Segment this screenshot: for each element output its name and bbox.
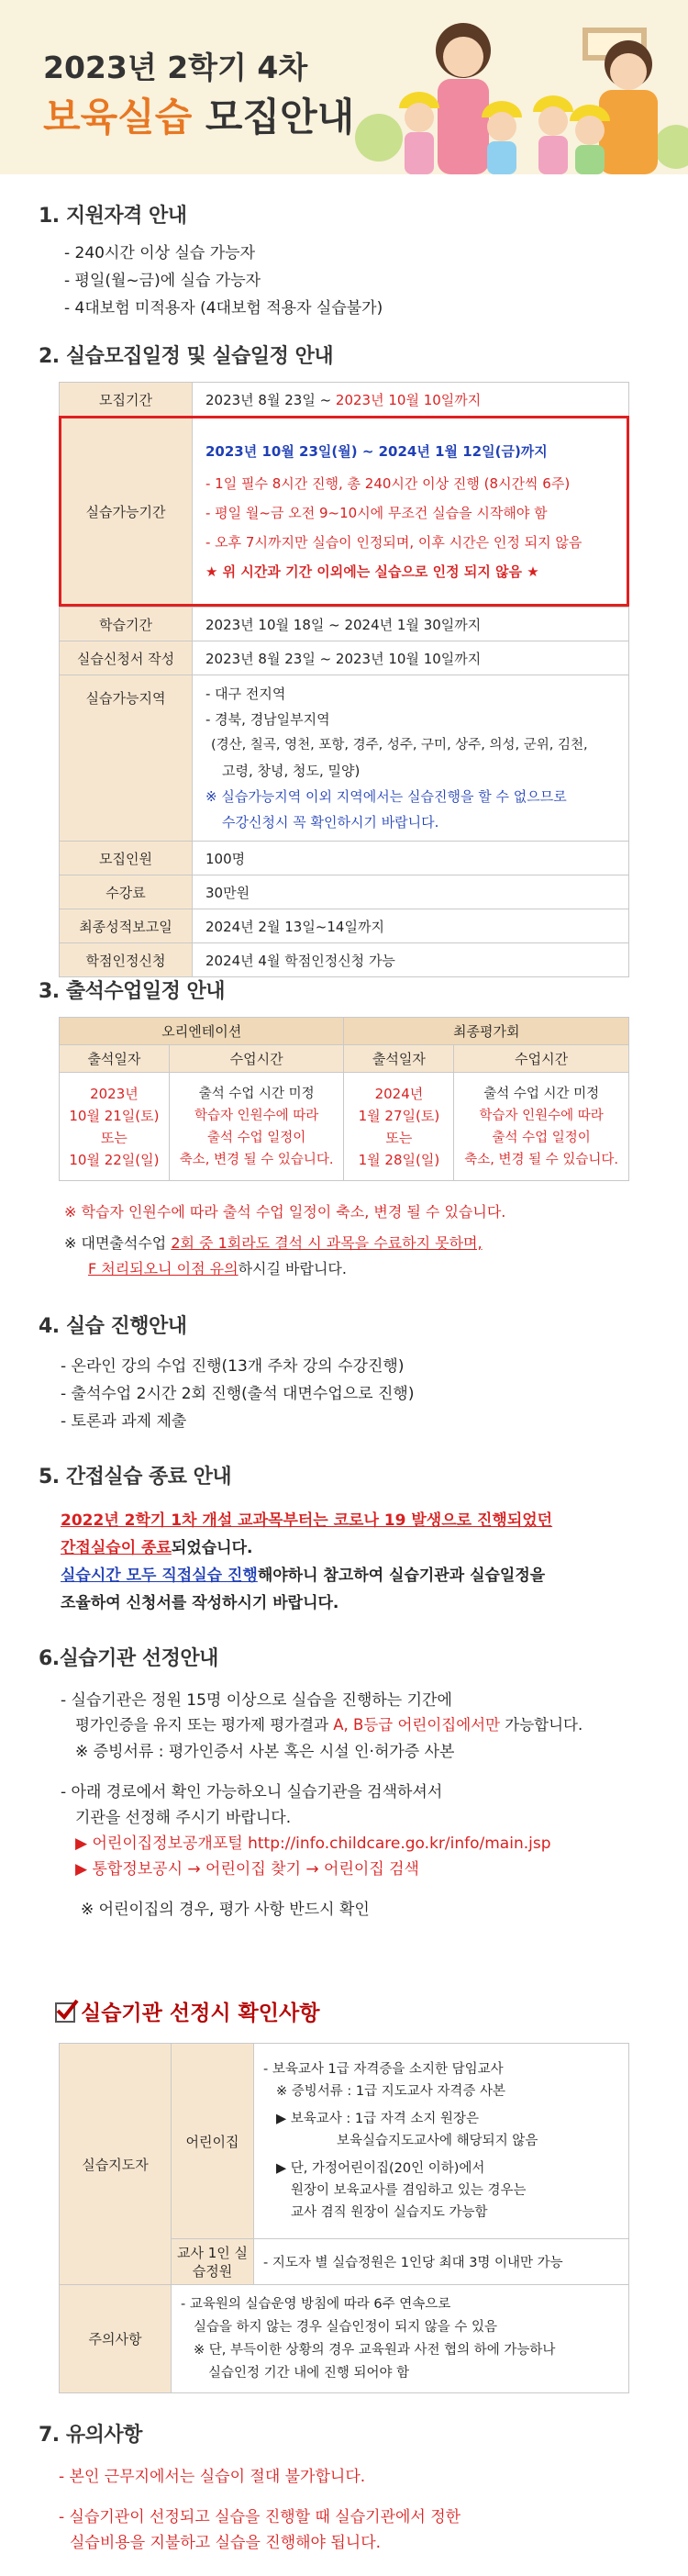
s6-line: ※ 어린이집의 경우, 평가 사항 반드시 확인 [81,1901,370,1919]
row-label: 모집인원 [60,842,193,875]
s3-note-1: ※ 학습자 인원수에 따라 출석 수업 일정이 축소, 변경 될 수 있습니다. [64,1203,506,1221]
ratio-text: - 지도자 별 실습정원은 1인당 최대 3명 이내만 가능 [254,2239,629,2285]
row-value: 2023년 8월 23일 ~ 2023년 10월 10일까지 [193,383,629,417]
attendance-table [59,1017,629,1181]
s6-line: ※ 증빙서류 : 평가인증서 사본 혹은 시설 인·허가증 사본 [75,1743,455,1761]
s5-line-4: 조율하여 신청서를 작성하시기 바랍니다. [61,1594,339,1612]
orientation-time: 출석 수업 시간 미정 학습자 인원수에 따라 출석 수업 일정이 축소, 변경 될 수 있습니다. [169,1073,344,1181]
final-eval-date: 2024년 1월 27일(토) 또는 1월 28일(일) [344,1073,454,1181]
row-label: 최종성적보고일 [60,909,193,943]
s6-line: 평가인증을 유지 또는 평가제 평가결과 A, B등급 어린이집에서만 가능합니다. [75,1716,583,1734]
s4-item: - 토론과 과제 제출 [61,1412,187,1431]
section-1-heading: 1. 지원자격 안내 [39,205,187,228]
hero-title-line2 [43,87,354,142]
s1-item: - 4대보험 미적용자 (4대보험 적용자 실습불가) [64,299,383,318]
row-value: - 대구 전지역 - 경북, 경남일부지역 (경산, 칠곡, 영천, 포항, 경주, 성주, 구미, 상주, 의성, 군위, 김천, 고령, 창녕, 청도, 밀양) ※ 실습가능지역 이외 지역에서는 실습진행을 할 수 없으므로 수강신청시 꼭 확인하시기 바랍니다. [193,675,629,842]
schedule-table [59,382,629,977]
children-teacher-illustration [353,0,688,174]
s6-line: 기관을 선정해 주시기 바랍니다. [75,1809,292,1827]
label-daycare: 어린이집 [172,2044,254,2239]
section-4-heading: 4. 실습 진행안내 [39,1315,187,1338]
caution-text: - 교육원의 실습운영 방침에 따라 6주 연속으로 실습을 하지 않는 경우 실습인정이 되지 않을 수 있음 ※ 단, 부득이한 상황의 경우 교육원과 사전 협의 하에 가능하나 실습인정 기간 내에 진행 되어야 함 [172,2285,629,2393]
s6-line: - 아래 경로에서 확인 가능하오니 실습기관을 검색하셔서 [61,1783,443,1801]
col-date: 출석일자 [60,1045,170,1073]
row-value: 100명 [193,842,629,875]
s1-item: - 240시간 이상 실습 가능자 [64,244,255,262]
checkbox-icon [55,2002,75,2023]
s5-line-3: 실습시간 모두 직접실습 진행해야하니 참고하여 실습기관과 실습일정을 [61,1567,546,1585]
section-7-heading: 7. 유의사항 [39,2424,142,2447]
final-eval-header: 최종평가회 [344,1018,629,1045]
col-date: 출석일자 [344,1045,454,1073]
row-label: 실습가능기간 [60,417,193,608]
orientation-header: 오리엔테이션 [60,1018,344,1045]
section-5-heading: 5. 간접실습 종료 안내 [39,1466,232,1489]
hero-title-line1: 2023년 2학기 4차 [43,50,308,85]
s5-line-1: 2022년 2학기 1차 개설 교과목부터는 코로나 19 발생으로 진행되었던 [61,1511,553,1530]
s3-note-2: ※ 대면출석수업 2회 중 1회라도 결석 시 과목을 수료하지 못하며, [64,1234,483,1252]
row-value: 2024년 2월 13일~14일까지 [193,909,629,943]
s6-line: ▶ 통합정보공시 → 어린이집 찾기 → 어린이집 검색 [75,1860,419,1879]
s7-line: - 본인 근무지에서는 실습이 절대 불가합니다. [59,2468,366,2486]
hero-banner [0,0,688,174]
check-heading: 실습기관 선정시 확인사항 [55,1996,319,2026]
s1-item: - 평일(월~금)에 실습 가능자 [64,272,261,290]
s7-line: - 실습기관이 선정되고 실습을 진행할 때 실습기관에서 정한 [59,2508,461,2526]
row-value: 2023년 10월 23일(월) ~ 2024년 1월 12일(금)까지 - 1일 필수 8시간 진행, 총 240시간 이상 진행 (8시간씩 6주) - 평일 월~금 오전 9~10시에 무조건 실습을 시작해야 함 - 오후 7시까지만 실습이 인정되며, 이후 시간은 인정 되지 않음 ★ 위 시간과 기간 이외에는 실습으로 인정 되지 않음 ★ [193,417,629,608]
s7-line: 실습비용을 지불하고 실습을 진행해야 됩니다. [70,2534,382,2552]
row-label: 실습신청서 작성 [60,641,193,675]
row-label: 수강료 [60,875,193,909]
s5-line-2: 간접실습이 종료되었습니다. [61,1539,253,1557]
label-caution: 주의사항 [60,2285,172,2393]
row-value: 2023년 8월 23일 ~ 2023년 10월 10일까지 [193,641,629,675]
s4-item: - 출석수업 2시간 2회 진행(출석 대면수업으로 진행) [61,1385,415,1403]
daycare-requirements: - 보육교사 1급 자격증을 소지한 담임교사 ※ 증빙서류 : 1급 지도교사 자격증 사본 ▶ 보육교사 : 1급 자격 소지 원장은 보육실습지도교사에 해당되지 않음 ▶ 단, 가정어린이집(20인 이하)에서 원장이 보육교사를 겸임하고 있는 경우는 교사 겸직 원장이 실습지도 가능함 [254,2044,629,2239]
row-label: 학습기간 [60,608,193,641]
section-6-heading: 6.실습기관 선정안내 [39,1647,218,1670]
col-time: 수업시간 [169,1045,344,1073]
hero-title-dark: 모집안내 [205,95,355,139]
row-label: 실습가능지역 [60,675,193,842]
s4-item: - 온라인 강의 수업 진행(13개 주차 강의 수강진행) [61,1357,405,1376]
section-2-heading: 2. 실습모집일정 및 실습일정 안내 [39,345,334,368]
row-label: 학점인정신청 [60,943,193,977]
row-label: 모집기간 [60,383,193,417]
label-supervisor: 실습지도자 [60,2044,172,2285]
check-table [59,2043,629,2393]
col-time: 수업시간 [454,1045,629,1073]
final-eval-time: 출석 수업 시간 미정 학습자 인원수에 따라 출석 수업 일정이 축소, 변경 될 수 있습니다. [454,1073,629,1181]
s6-line: - 실습기관은 정원 15명 이상으로 실습을 진행하는 기간에 [61,1691,452,1710]
hero-title-orange: 보육실습 [43,95,193,139]
section-3-heading: 3. 출석수업일정 안내 [39,980,225,1003]
row-value: 30만원 [193,875,629,909]
row-value: 2023년 10월 18일 ~ 2024년 1월 30일까지 [193,608,629,641]
orientation-date: 2023년 10월 21일(토) 또는 10월 22일(일) [60,1073,170,1181]
label-ratio: 교사 1인 실습정원 [172,2239,254,2285]
childcare-portal-link[interactable]: ▶ 어린이집정보공개포털 http://info.childcare.go.kr/info/main.jsp [75,1834,551,1853]
row-value: 2024년 4월 학점인정신청 가능 [193,943,629,977]
s3-note-3: F 처리되오니 이점 유의하시길 바랍니다. [88,1260,347,1277]
